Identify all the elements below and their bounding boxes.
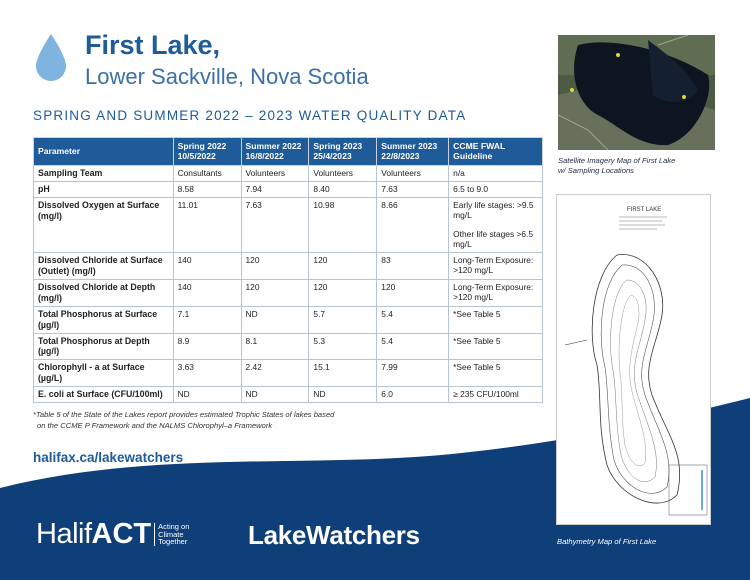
lakewatchers-logo: LakeWatchers xyxy=(248,520,420,550)
column-header-guideline: CCME FWAL Guideline xyxy=(449,138,543,166)
column-header-spring-2022: Spring 2022 10/5/2022 xyxy=(173,138,241,166)
table-row: E. coli at Surface (CFU/100ml) ND ND ND 6.0 ≥ 235 CFU/100ml xyxy=(34,387,543,403)
table-row: Total Phosphorus at Surface (µg/l) 7.1 ND 5.7 5.4 *See Table 5 xyxy=(34,306,543,333)
section-heading: SPRING AND SUMMER 2022 – 2023 WATER QUALITY DATA xyxy=(33,108,467,123)
table-footnote: *Table 5 of the State of the Lakes report provides estimated Trophic States of lakes based on the CCME P Framework and the NALMS Chlorophyl–a Framework xyxy=(33,410,335,430)
table-row: Chlorophyll - a at Surface (µg/L) 3.63 2.42 15.1 7.99 *See Table 5 xyxy=(34,360,543,387)
satellite-map-image xyxy=(558,35,715,150)
water-quality-table xyxy=(33,137,543,403)
water-drop-icon xyxy=(33,32,69,84)
table-row: Total Phosphorus at Depth (µg/l) 8.9 8.1 5.3 5.4 *See Table 5 xyxy=(34,333,543,360)
bathymetry-contour-drawing xyxy=(557,195,712,526)
page-title: First Lake, xyxy=(85,30,221,60)
page-subtitle: Lower Sackville, Nova Scotia xyxy=(85,64,369,89)
halifact-logo: Halif ACT Acting on Climate Together xyxy=(36,518,190,550)
table-row: pH 8.58 7.94 8.40 7.63 6.5 to 9.0 xyxy=(34,181,543,197)
column-header-summer-2022: Summer 2022 16/8/2022 xyxy=(241,138,309,166)
bathymetry-map-caption: Bathymetry Map of First Lake xyxy=(557,537,657,546)
table-row: Dissolved Oxygen at Surface (mg/l) 11.01 7.63 10.98 8.66 Early life stages: >9.5 mg/L Other life stages >6.5 mg/L xyxy=(34,197,543,252)
satellite-map-caption: Satellite Imagery Map of First Lake w/ Sampling Locations xyxy=(558,156,676,176)
column-header-spring-2023: Spring 2023 25/4/2023 xyxy=(309,138,377,166)
bathymetry-map-image xyxy=(556,194,711,525)
table-row: Dissolved Chloride at Depth (mg/l) 140 120 120 120 Long-Term Exposure: >120 mg/L xyxy=(34,279,543,306)
column-header-parameter: Parameter xyxy=(34,138,174,166)
column-header-summer-2023: Summer 2023 22/8/2023 xyxy=(377,138,449,166)
lakewatchers-link[interactable]: halifax.ca/lakewatchers xyxy=(33,450,184,465)
halifact-tagline: Acting on Climate Together xyxy=(154,523,189,547)
table-header-row xyxy=(34,138,543,166)
bathymetry-map-title: FIRST LAKE xyxy=(627,207,662,213)
table-row: Dissolved Chloride at Surface (Outlet) (mg/l) 140 120 120 83 Long-Term Exposure: >120 mg/L xyxy=(34,252,543,279)
table-row: Sampling Team Consultants Volunteers Volunteers Volunteers n/a xyxy=(34,165,543,181)
